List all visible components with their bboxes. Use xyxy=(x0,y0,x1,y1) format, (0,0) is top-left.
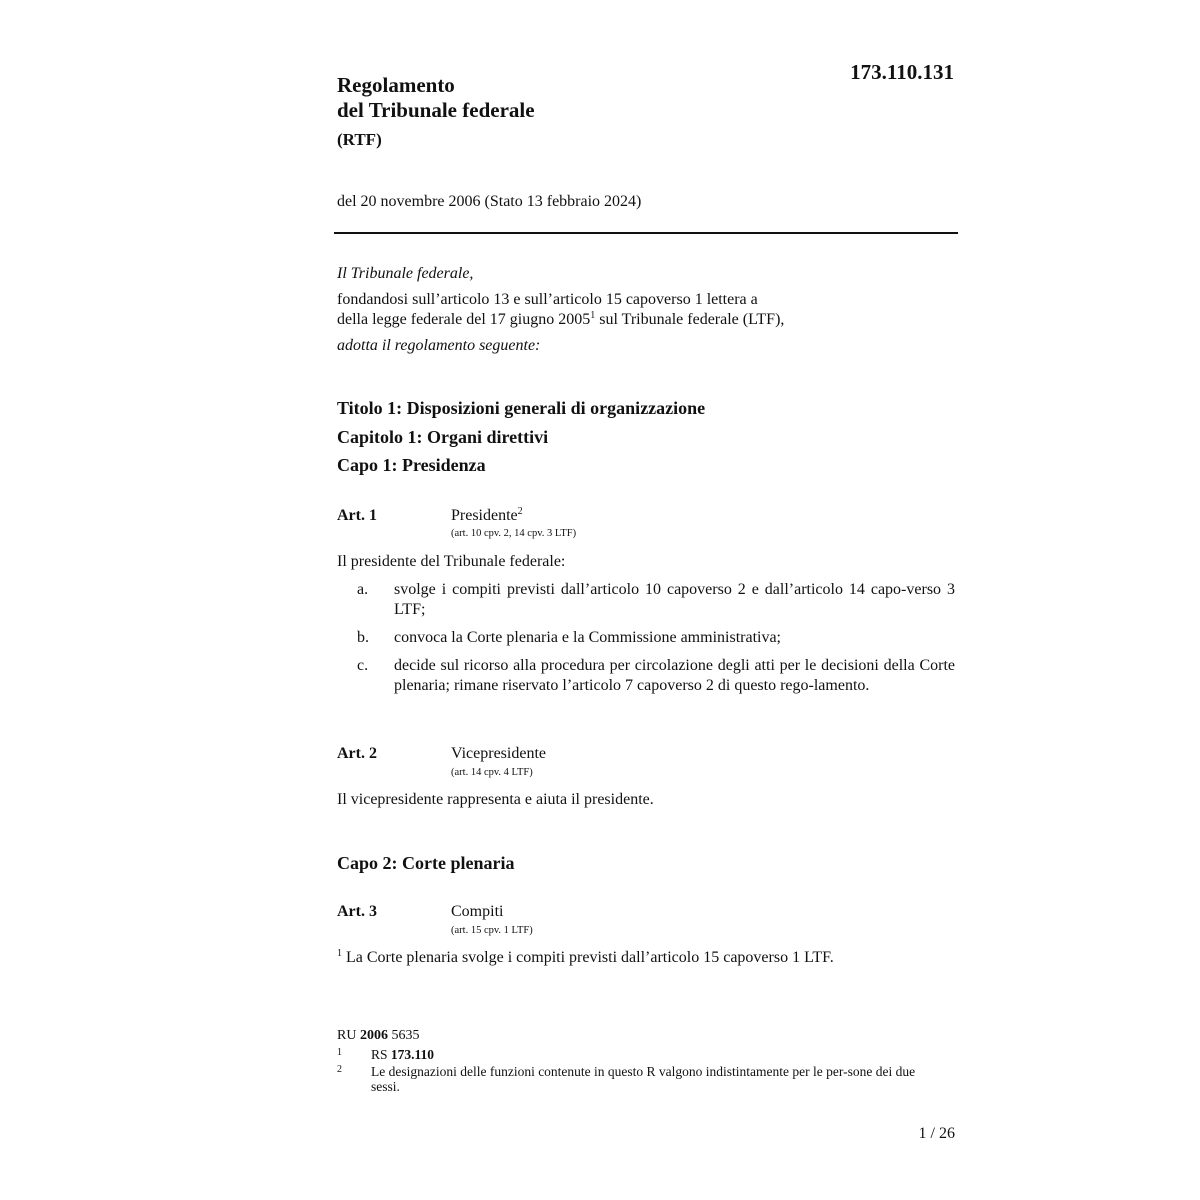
preamble xyxy=(337,264,957,356)
article-2-number: Art. 2 xyxy=(337,745,377,762)
article-2-title: Vicepresidente xyxy=(451,745,546,762)
list-item-label: c. xyxy=(357,657,369,674)
ru-prefix: RU xyxy=(337,1028,360,1043)
article-3-paragraph xyxy=(337,948,955,968)
page-number: 1 / 26 xyxy=(918,1125,955,1142)
footnote-number: 1 xyxy=(337,1047,342,1058)
preamble-basis-line-2 xyxy=(337,310,957,330)
footnote-ref-2[interactable]: 2 xyxy=(517,506,523,517)
list-item xyxy=(357,628,955,648)
list-item xyxy=(357,656,955,696)
article-1-number: Art. 1 xyxy=(337,507,377,524)
list-item xyxy=(357,580,955,620)
title-line-2: del Tribunale federale xyxy=(337,98,535,122)
footnote-number: 2 xyxy=(337,1064,342,1075)
sr-number: 173.110.131 xyxy=(850,60,954,84)
list-item-label: b. xyxy=(357,629,369,646)
preamble-adopts: adotta il regolamento seguente: xyxy=(337,337,541,354)
title-line-1: Regolamento xyxy=(337,73,455,97)
article-3-title: Compiti xyxy=(451,903,504,920)
article-3-text: La Corte plenaria svolge i compiti previsti dall’articolo 15 capoverso 1 LTF. xyxy=(342,949,834,966)
footnote-text xyxy=(371,1047,941,1062)
article-3-number: Art. 3 xyxy=(337,903,377,920)
heading-capitolo-1: Capitolo 1: Organi direttivi xyxy=(337,427,549,447)
preamble-basis-text: della legge federale del 17 giugno 2005 xyxy=(337,311,591,328)
article-2-text: Il vicepresidente rappresenta e aiuta il presidente. xyxy=(337,791,654,808)
footnote-2 xyxy=(337,1064,941,1094)
list-item-text: convoca la Corte plenaria e la Commissione amministrativa; xyxy=(394,629,781,646)
footnote-1 xyxy=(337,1047,941,1062)
footnote-text-bold: 173.110 xyxy=(390,1047,435,1062)
document-date: del 20 novembre 2006 (Stato 13 febbraio 2024) xyxy=(337,193,642,210)
footnote-text: Le designazioni delle funzioni contenute in questo R valgono indistintamente per le per-sone dei due sessi. xyxy=(371,1064,916,1094)
ru-year: 2006 xyxy=(359,1028,388,1043)
preamble-basis-text-end: sul Tribunale federale (LTF), xyxy=(595,311,785,328)
list-item-text: decide sul ricorso alla procedura per circolazione degli atti per le decisioni della Corte plenaria; rimane riservato l’articolo 7 capoverso 2 di questo rego-lamento. xyxy=(394,657,955,694)
footnote-ref-1[interactable]: 1 xyxy=(590,310,596,321)
footnote-text-pre: RS xyxy=(371,1047,391,1062)
document-abbreviation: (RTF) xyxy=(337,130,382,149)
list-item-label: a. xyxy=(357,581,369,598)
article-1-title xyxy=(451,507,523,525)
article-1-title-text: Presidente xyxy=(451,507,518,524)
heading-titolo-1: Titolo 1: Disposizioni generali di organizzazione xyxy=(337,398,706,418)
paragraph-number: 1 xyxy=(337,948,342,959)
header-divider xyxy=(334,232,958,234)
heading-capo-1: Capo 1: Presidenza xyxy=(337,455,486,475)
document-title xyxy=(337,73,535,123)
article-1-reference: (art. 10 cpv. 2, 14 cpv. 3 LTF) xyxy=(451,528,577,539)
article-1-intro: Il presidente del Tribunale federale: xyxy=(337,553,566,570)
ru-reference xyxy=(337,1028,419,1044)
preamble-authority: Il Tribunale federale, xyxy=(337,265,474,282)
preamble-basis-line-1: fondandosi sull’articolo 13 e sull’articolo 15 capoverso 1 lettera a xyxy=(337,291,758,308)
ru-page: 5635 xyxy=(387,1028,420,1043)
heading-capo-2: Capo 2: Corte plenaria xyxy=(337,853,515,873)
article-2-reference: (art. 14 cpv. 4 LTF) xyxy=(451,767,533,778)
list-item-text: svolge i compiti previsti dall’articolo 10 capoverso 2 e dall’articolo 14 capo-verso 3 LTF; xyxy=(394,581,955,618)
article-3-reference: (art. 15 cpv. 1 LTF) xyxy=(451,925,533,936)
